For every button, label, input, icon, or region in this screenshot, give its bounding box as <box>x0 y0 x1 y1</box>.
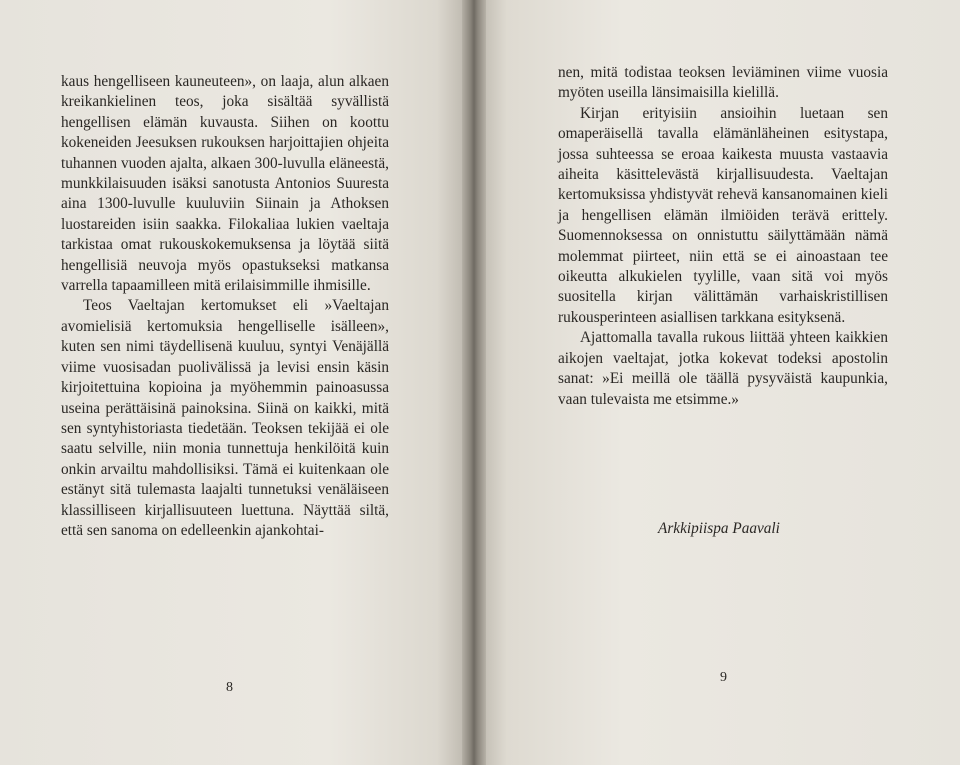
left-page-text <box>61 72 389 541</box>
signature: Arkkipiispa Paavali <box>658 520 780 537</box>
page-number: 9 <box>720 670 727 685</box>
right-page-text <box>558 63 888 410</box>
paragraph: nen, mitä todistaa teoksen leviäminen viime vuosia myöten useilla länsimaisilla kielillä. <box>558 64 888 102</box>
book-gutter <box>462 0 486 765</box>
paragraph: Kirjan erityisiin ansioihin luetaan sen omaperäisellä tavalla elämänläheinen esitystapa, jossa suhteessa se eroaa kaikesta muusta vastaavia aiheita käsittelevästä kirjallisuudesta. Vaeltajan kertomuksissa yhdistyvät rehevä kansanomainen kieli ja hengellisen elämän ilmiöiden terävä erittely. Suomennoksessa on onnistuttu säilyttämään nämä molemmat piirteet, niin että se ei ainoastaan tee oikeutta alkukielen tyylille, vaan sitä voi myös suositella kirjan välittämän varhaiskristillisen rukousperinteen asiallisen tarkkana esityksenä. <box>558 104 888 326</box>
right-page <box>478 0 960 765</box>
page-number: 8 <box>226 680 233 695</box>
paragraph: Teos Vaeltajan kertomukset eli »Vaeltajan avomielisiä kertomuksia hengelliselle isälleen», kuten sen nimi täydellisenä kuuluu, syntyi Venäjällä viime vuosisadan puolivälissä ja levisi ensin käsin kirjoitettuina kopioina ja myöhemmin painoasussa useina perättäisinä painoksina. Siinä on kaikki, mitä sen syntyhistoriasta tiedetään. Teoksen tekijää ei ole saatu selville, niin monia tunnettuja henkilöitä kuin onkin arvailtu mahdollisiksi. Tämä ei kuitenkaan ole estänyt sitä tulemasta laajalti tunnetuksi venäläiseen klassilliseen kirjallisuuteen luettuna. Näyttää siltä, että sen sanoma on edelleenkin ajankohtai- <box>61 297 389 539</box>
paragraph: Ajattomalla tavalla rukous liittää yhteen kaikkien aikojen vaeltajat, jotka kokevat todeksi apostolin sanat: »Ei meillä ole täällä pysyväistä kaupunkia, vaan tulevaista me etsimme.» <box>558 329 888 408</box>
left-page <box>0 0 470 765</box>
paragraph: kaus hengelliseen kauneuteen», on laaja, alun alkaen kreikankielinen teos, joka sisältää syvällistä hengellisen elämän kuvausta. Siihen on koottu kokeneiden Jeesuksen rukouksen harjoittajien ohjeita tuhannen vuoden ajalta, alkaen 300-luvulla eläneestä, munkkilaisuuden isäksi sanotusta Antonios Suuresta aina 1300-luvulle kuuluviin Siinain ja Athoksen luostareiden isiin saakka. Filokaliaa lukien vaeltaja tarkistaa omat rukouskokemuksensa ja löytää siitä hengellisiä neuvoja myös opastukseksi matkansa varrella tapaamilleen mitä erilaisimmille ihmisille. <box>61 73 389 295</box>
